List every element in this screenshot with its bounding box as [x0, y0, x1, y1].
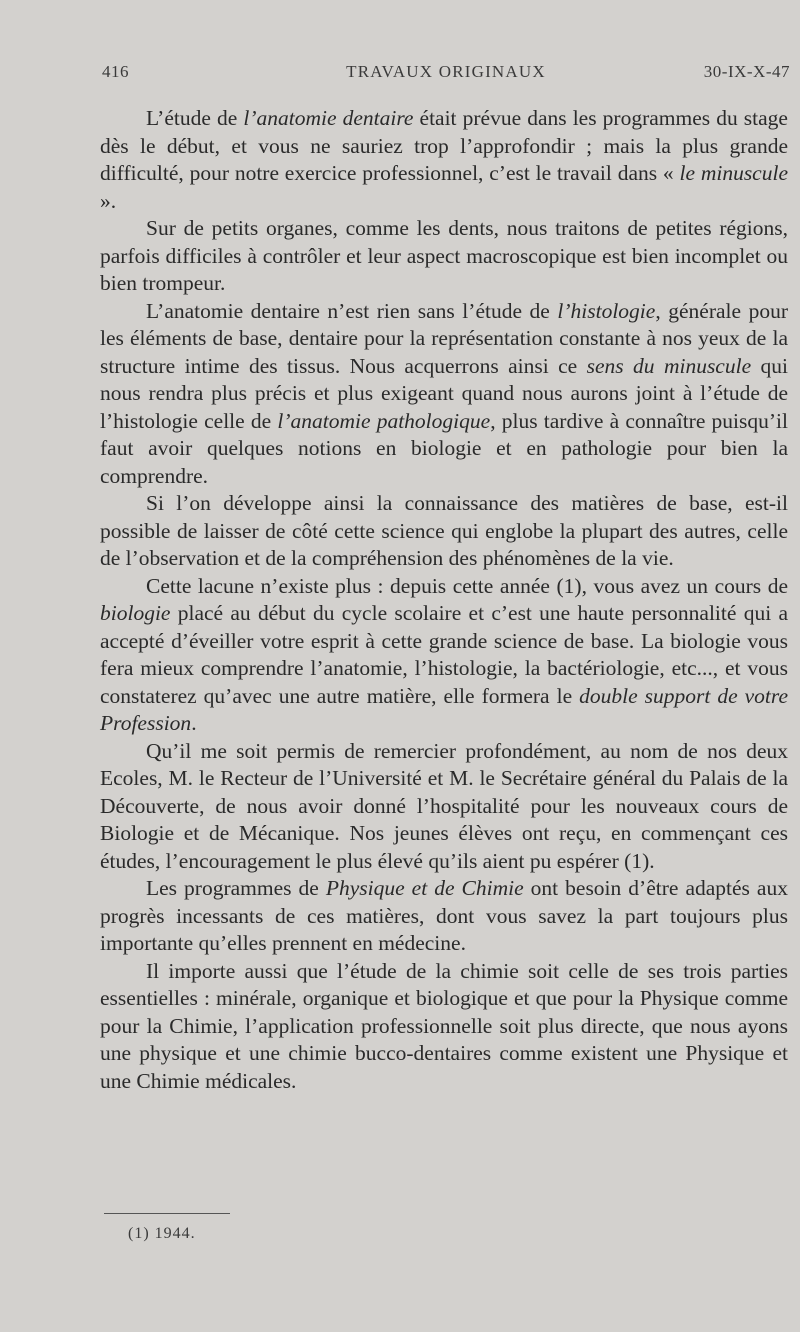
italic-run: l’anatomie pathologique [277, 408, 491, 433]
paragraph [100, 490, 788, 573]
text-run: Si l’on développe ainsi la connaissance des matières de base, est-il possible de laisser de côté cette science qui englobe la plupart des autres, celle de l’observation et de la compréhension des phénomènes de la vie. [100, 491, 788, 570]
text-run: Cette lacune n’existe plus : depuis cette année (1), vous avez un cours de [146, 573, 788, 598]
text-run: . [191, 711, 197, 735]
paragraph [100, 215, 788, 298]
text-run: Sur de petits organes, comme les dents, nous traitons de petites régions, parfois difficiles à contrôler et leur aspect macroscopique est bien incomplet ou bien trompeur. [100, 216, 788, 295]
text-run: , plus tardive à connaître puisqu’il faut avoir quelques notions en biologie et en pathologie pour bien la comprendre. [100, 408, 788, 488]
italic-run: l’anatomie dentaire [243, 106, 414, 130]
text-run: placé au début du cycle scolaire et c’est une haute personnalité qui a accepté d’éveiller votre esprit à cette grande science de base. La biologie vous fera mieux comprendre l’anatomie, l’histologie, la bactériologie, etc..., et vous constaterez qu’avec une autre matière, elle formera le [100, 601, 788, 708]
text-run: qui nous rendra plus précis et plus exigeant quand nous aurons joint à l’étude de l’histologie celle de [100, 353, 789, 433]
text-run: Qu’il me soit permis de remercier profondément, au nom de nos deux Ecoles, M. le Recteur de l’Université et M. le Secrétaire général du Palais de la Découverte, de nous avoir donné l’hospitalité pour les nouveaux cours de Biologie et de Mécanique. Nos jeunes élèves ont reçu, en commençant ces études, l’encouragement le plus élevé qu’ils aient pu espérer (1). [100, 738, 788, 873]
paragraph [100, 298, 788, 491]
text-run: était prévue dans les programmes du stage dès le début, et vous ne sauriez trop l’approfondir ; mais la plus grande difficulté, pour notre exercice professionnel, c’est le travail dans « [100, 106, 788, 185]
text-run: L’étude de [146, 106, 244, 130]
footnote-rule [104, 1213, 230, 1214]
text-run: ». [100, 188, 117, 213]
running-header [102, 62, 790, 86]
text-run: L’anatomie dentaire n’est rien sans l’étude de [146, 298, 558, 323]
paragraph [100, 105, 788, 215]
page-number: 416 [102, 62, 129, 81]
text-run: , générale pour les éléments de base, dentaire pour la représentation constante à nos yeux de la structure intime des tissus. Nous acquerrons ainsi ce [100, 298, 788, 378]
paragraph [100, 958, 788, 1096]
footnote: (1) 1944. [128, 1225, 196, 1242]
italic-run: Physique et de Chimie [325, 876, 524, 900]
paragraph [100, 875, 788, 958]
paragraph [100, 738, 788, 876]
italic-run: le minuscule [679, 161, 788, 185]
italic-run: double support de votre Profession [100, 683, 789, 735]
text-run: Les programmes de [146, 876, 326, 900]
italic-run: biologie [100, 601, 171, 625]
running-title: TRAVAUX ORIGINAUX [346, 62, 546, 81]
italic-run: sens du minuscule [586, 353, 752, 378]
text-run: Il importe aussi que l’étude de la chimie soit celle de ses trois parties essentielles : minérale, organique et biologique et que pour la Physique comme pour la Chimie, l’application professionnelle soit plus directe, que nous ayons une physique et une chimie bucco-dentaires comme existent une Physique et une Chimie médicales. [100, 958, 788, 1093]
issue-date: 30-IX-X-47 [703, 62, 790, 81]
paragraph [100, 573, 788, 738]
text-run: ont besoin d’être adaptés aux progrès incessants de ces matières, dont vous savez la part toujours plus importante qu’elles prennent en médecine. [100, 876, 788, 955]
body-text [100, 105, 788, 1095]
italic-run: l’histologie [557, 298, 656, 323]
